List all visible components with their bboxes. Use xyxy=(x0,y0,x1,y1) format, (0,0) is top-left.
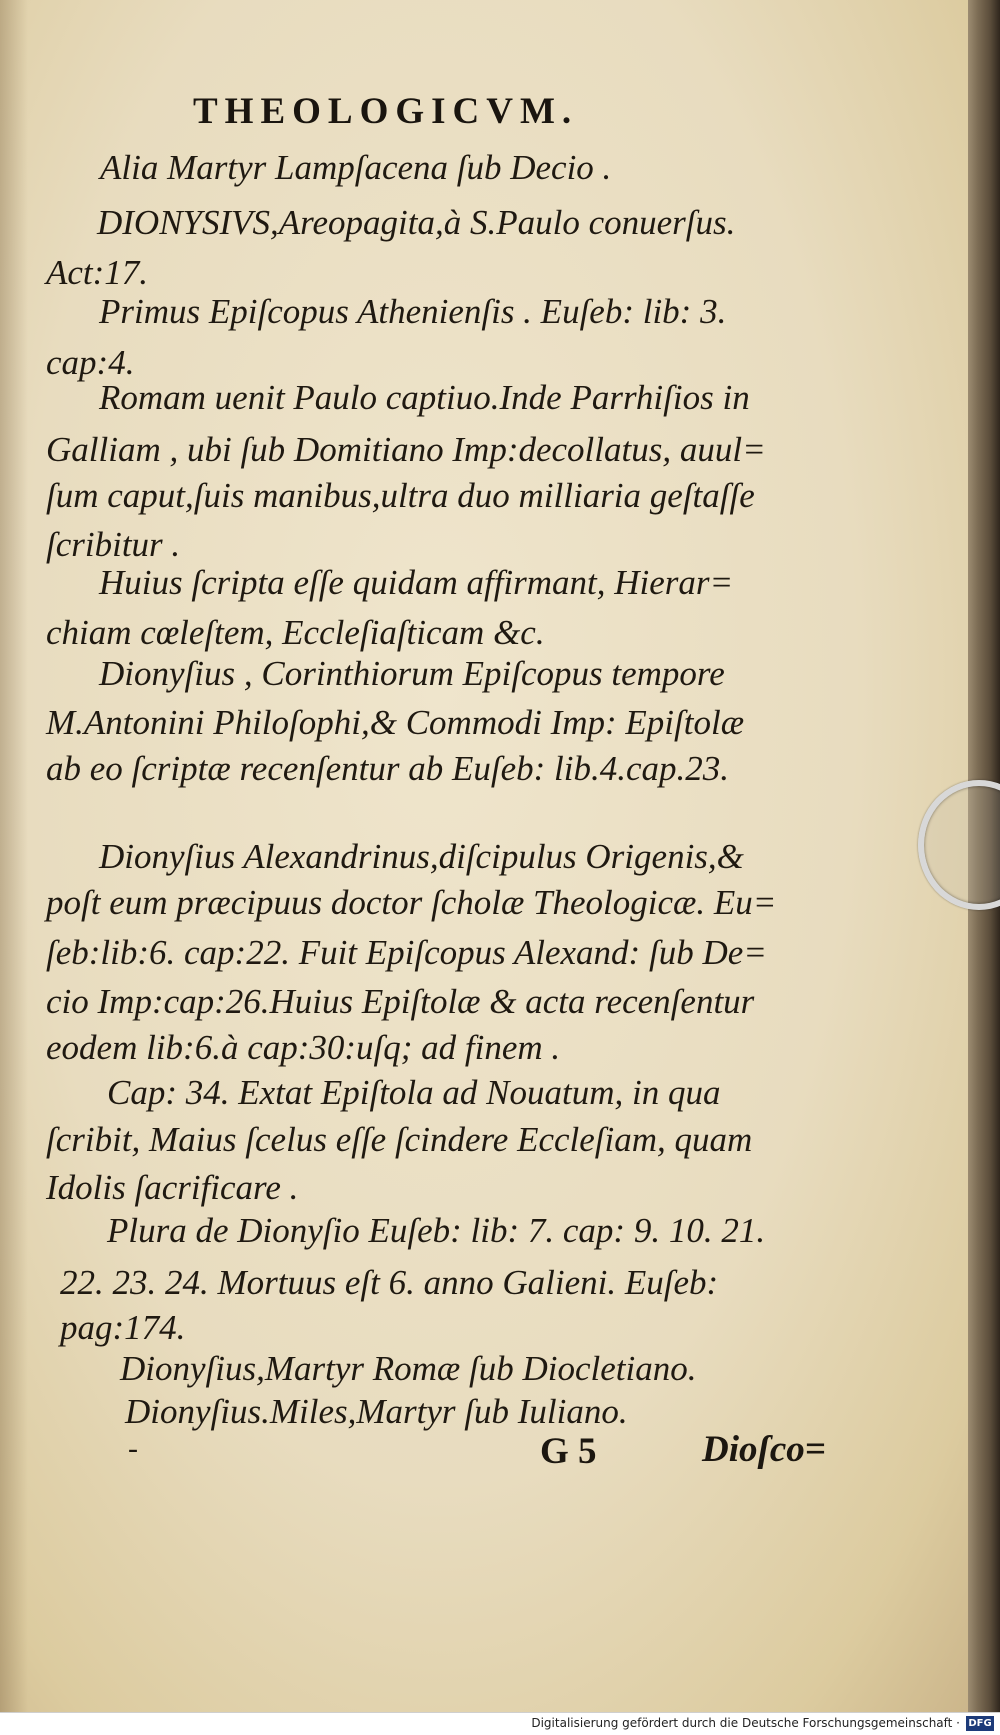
text-line: Romam uenit Paulo captiuo.Inde Parrhiſios in xyxy=(99,378,750,417)
text-line: Idolis ſacrificare . xyxy=(46,1168,299,1207)
text-line: M.Antonini Philoſophi,& Commodi Imp: Epiſtolæ xyxy=(46,703,745,742)
text-line: Dionyſius , Corinthiorum Epiſcopus tempore xyxy=(99,654,725,693)
footer-mark: - xyxy=(128,1432,138,1465)
text-line: cap:4. xyxy=(46,343,135,382)
text-line: 22. 23. 24. Mortuus eſt 6. anno Galieni. Euſeb: xyxy=(60,1263,719,1302)
text-line: eodem lib:6.à cap:30:uſq; ad finem . xyxy=(46,1028,561,1067)
text-line: ſeb:lib:6. cap:22. Fuit Epiſcopus Alexand: ſub De= xyxy=(46,933,767,972)
credit-bar xyxy=(0,1712,1000,1735)
text-line: ſcribit, Maius ſcelus eſſe ſcindere Eccleſiam, quam xyxy=(46,1120,753,1159)
text-line: ſum caput,ſuis manibus,ultra duo milliaria geſtaſſe xyxy=(46,476,755,515)
page-gutter-shadow xyxy=(0,0,28,1712)
text-line: poſt eum præcipuus doctor ſcholæ Theologicæ. Eu= xyxy=(46,883,777,922)
text-line: Huius ſcripta eſſe quidam affirmant, Hierar= xyxy=(99,563,734,602)
running-head: THEOLOGICVM. xyxy=(193,91,579,132)
text-line: Primus Epiſcopus Athenienſis . Euſeb: lib: 3. xyxy=(99,292,727,331)
text-line: Alia Martyr Lampſacena ſub Decio . xyxy=(100,148,612,187)
text-line: Cap: 34. Extat Epiſtola ad Nouatum, in qua xyxy=(107,1073,721,1112)
text-line: chiam cœleſtem, Eccleſiaſticam &c. xyxy=(46,613,545,652)
text-line: Galliam , ubi ſub Domitiano Imp:decollatus, auul= xyxy=(46,430,766,469)
text-line: DIONYSIVS,Areopagita,à S.Paulo conuerſus. xyxy=(97,203,736,242)
catchword: Dioſco= xyxy=(702,1429,826,1470)
text-line: Dionyſius,Martyr Romæ ſub Diocletiano. xyxy=(120,1349,697,1388)
text-line: ſcribitur . xyxy=(46,525,181,564)
text-line: Dionyſius.Miles,Martyr ſub Iuliano. xyxy=(125,1392,628,1431)
text-line: ab eo ſcriptæ recenſentur ab Euſeb: lib.4.cap.23. xyxy=(46,749,730,788)
text-line: cio Imp:cap:26.Huius Epiſtolæ & acta recenſentur xyxy=(46,982,755,1021)
dfg-logo: DFG xyxy=(966,1716,994,1731)
text-line: Plura de Dionyſio Euſeb: lib: 7. cap: 9. 10. 21. xyxy=(107,1211,766,1250)
text-line: pag:174. xyxy=(60,1308,186,1347)
signature-mark: G 5 xyxy=(540,1431,597,1472)
text-line: Act:17. xyxy=(46,253,149,292)
credit-text: Digitalisierung gefördert durch die Deutsche Forschungsgemeinschaft · xyxy=(531,1716,960,1730)
text-line: Dionyſius Alexandrinus,diſcipulus Origenis,& xyxy=(99,837,744,876)
